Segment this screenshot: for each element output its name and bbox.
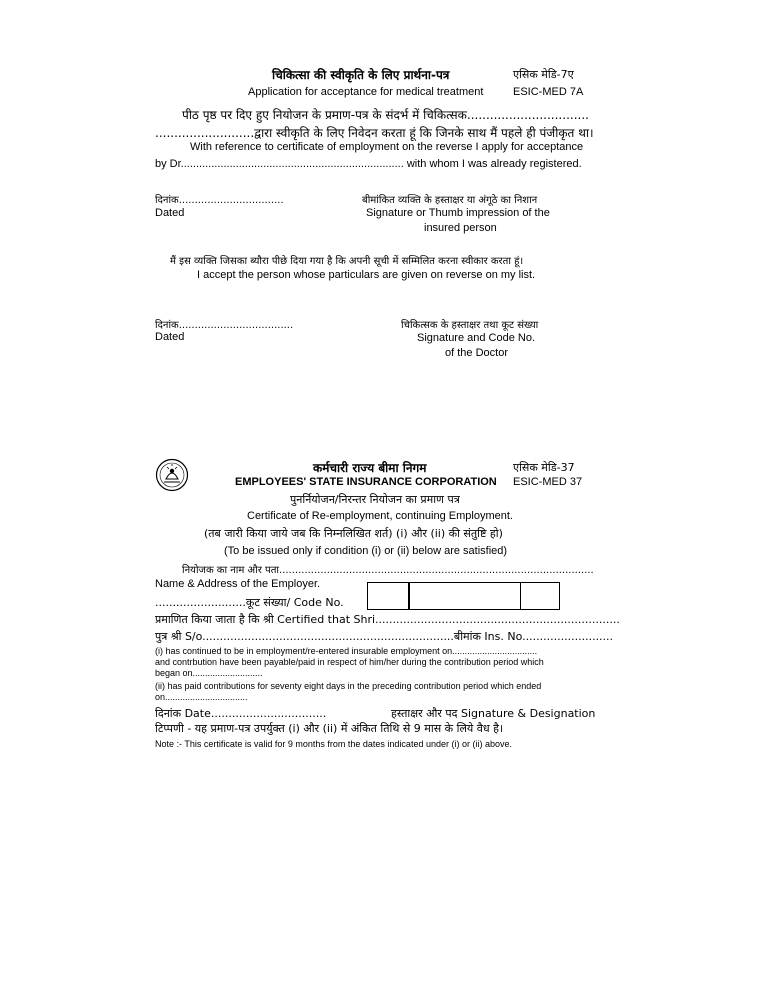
form7a-accept-english: I accept the person whose particulars are given on reverse on my list. [197, 269, 536, 281]
form7a-accept-hindi: मैं इस व्यक्ति जिसका ब्यौरा पीछे दिया गया है कि अपनी सूची में सम्मिलित करना स्वीकार करता हूं। [170, 256, 524, 267]
form7a-reference-english-line2: by Dr......................................................................... with whom I was already registered. [155, 158, 582, 170]
form37-condition-hindi: (तब जारी किया जाये जब कि निम्नलिखित शर्त) (i) और (ii) की संतुष्टि हो) [204, 527, 503, 540]
code-number-label: ..........................कूट संख्या/ Code No. [155, 596, 344, 609]
form7a-reference-hindi-line1: पीठ पृष्ठ पर दिए हुए नियोजन के प्रमाण-पत्र के संदर्भ में चिकित्सक................................ [182, 108, 589, 122]
form7a-doctor-signature-english-line1: Signature and Code No. [417, 332, 536, 344]
form7a-title-english: Application for acceptance for medical treatment [248, 86, 484, 98]
form7a-date2-english: Dated [155, 331, 185, 343]
son-of-insurance-line: पुत्र श्री S/o........................................................................बीमांक Ins. No.......................... [155, 630, 614, 643]
esic-logo-icon [155, 458, 189, 492]
form7a-signature-hindi: बीमांकित व्यक्ति के हस्ताक्षर या अंगूठे का निशान [362, 195, 538, 206]
employer-name-hindi: नियोजक का नाम और पता................................................................................................... [182, 565, 594, 576]
clause-i-line2: and contrbution have been payable/paid in respect of him/her during the contribution period which [155, 657, 544, 667]
form7a-code-english: ESIC-MED 7A [513, 86, 584, 98]
form7a-reference-hindi-line2: ..........................द्वारा स्वीकृति के लिए निवेदन करता हूं कि जिनके साथ मैं पहले ही पंजीकृत था। [155, 126, 594, 140]
form7a-reference-english-line1: With reference to certificate of employment on the reverse I apply for acceptance [190, 141, 584, 153]
clause-i-line1: (i) has continued to be in employment/re-entered insurable employment on.................................. [155, 646, 538, 656]
code-box-1[interactable] [367, 582, 410, 610]
form7a-date2-hindi: दिनांक.................................... [155, 320, 294, 331]
date-line: दिनांक Date................................. [155, 707, 327, 720]
note-english: Note :- This certificate is valid for 9 months from the dates indicated under (i) or (ii) above. [155, 739, 512, 749]
form7a-doctor-signature-hindi: चिकित्सक के हस्ताक्षर तथा कूट संख्या [401, 320, 539, 331]
form37-code-hindi: एसिक मेडि-37 [513, 461, 575, 474]
signature-designation-label: हस्ताक्षर और पद Signature & Designation [391, 707, 596, 720]
form7a-signature-english-line2: insured person [424, 222, 497, 234]
clause-ii-line2: on................................. [155, 692, 248, 702]
form7a-date-english: Dated [155, 207, 185, 219]
form37-condition-english: (To be issued only if condition (i) or (ii) below are satisfied) [224, 545, 508, 557]
form37-org-hindi: कर्मचारी राज्य बीमा निगम [313, 461, 427, 475]
code-box-2[interactable] [408, 582, 521, 610]
clause-i-line3: began on............................ [155, 668, 263, 678]
form37-certificate-english: Certificate of Re-employment, continuing Employment. [247, 510, 513, 522]
certified-that-line: प्रमाणित किया जाता है कि श्री Certified that Shri...................................................................... [155, 613, 620, 626]
form37-certificate-hindi: पुनर्नियोजन/निरन्तर नियोजन का प्रमाण पत्र [290, 493, 460, 506]
employer-name-english: Name & Address of the Employer. [155, 578, 321, 590]
form7a-doctor-signature-english-line2: of the Doctor [445, 347, 508, 359]
form37-code-english: ESIC-MED 37 [513, 476, 583, 488]
form37-org-english: EMPLOYEES' STATE INSURANCE CORPORATION [235, 476, 497, 488]
clause-ii-line1: (ii) has paid contributions for seventy eight days in the preceding contribution period which ended [155, 681, 542, 691]
form7a-date-hindi: दिनांक................................. [155, 195, 284, 206]
form7a-title-hindi: चिकित्सा की स्वीकृति के लिए प्रार्थना-पत्र [272, 68, 450, 82]
form7a-code-hindi: एसिक मेडि-7ए [513, 68, 574, 81]
note-hindi: टिप्पणी - यह प्रमाण-पत्र उपर्युक्त (i) और (ii) में अंकित तिथि से 9 मास के लिये वैध है। [155, 722, 504, 735]
form7a-signature-english-line1: Signature or Thumb impression of the [366, 207, 550, 219]
